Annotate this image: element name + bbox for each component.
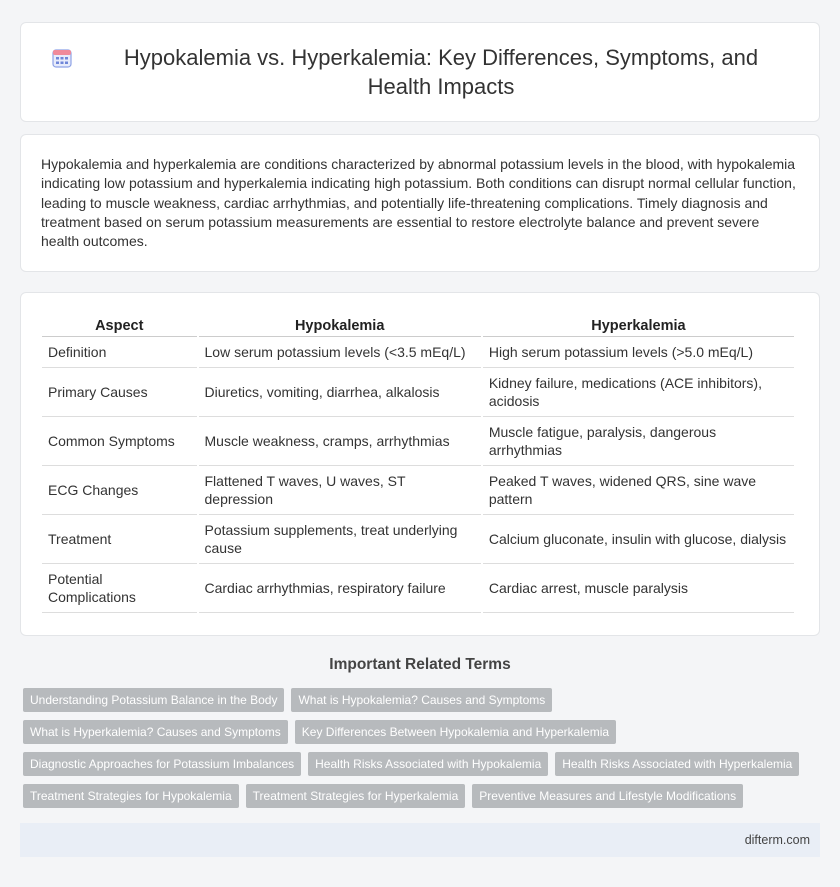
row-aspect: Treatment — [42, 515, 197, 564]
row-hyperkalemia: High serum potassium levels (>5.0 mEq/L) — [483, 337, 794, 368]
related-term-link[interactable]: Health Risks Associated with Hyperkalemia — [555, 752, 799, 776]
page-title: Hypokalemia vs. Hyperkalemia: Key Differences, Symptoms, and Health Impacts — [123, 45, 759, 99]
related-term-link[interactable]: Treatment Strategies for Hypokalemia — [23, 784, 239, 808]
table-row — [42, 337, 794, 368]
row-aspect: ECG Changes — [42, 466, 197, 515]
row-aspect: Potential Complications — [42, 564, 197, 613]
table-row — [42, 564, 794, 613]
header-aspect: Aspect — [42, 313, 197, 337]
tag-row — [23, 688, 823, 712]
related-term-link[interactable]: Diagnostic Approaches for Potassium Imbalances — [23, 752, 301, 776]
title-wrap — [51, 43, 789, 101]
comparison-table — [40, 313, 796, 613]
related-term-link[interactable]: Treatment Strategies for Hyperkalemia — [246, 784, 466, 808]
related-term-link[interactable]: What is Hyperkalemia? Causes and Symptoms — [23, 720, 288, 744]
row-hyperkalemia: Calcium gluconate, insulin with glucose, dialysis — [483, 515, 794, 564]
related-term-link[interactable]: Understanding Potassium Balance in the Body — [23, 688, 284, 712]
row-aspect: Primary Causes — [42, 368, 197, 417]
row-hypokalemia: Diuretics, vomiting, diarrhea, alkalosis — [199, 368, 481, 417]
row-aspect: Common Symptoms — [42, 417, 197, 466]
related-term-link[interactable]: What is Hypokalemia? Causes and Symptoms — [291, 688, 552, 712]
row-hypokalemia: Low serum potassium levels (<3.5 mEq/L) — [199, 337, 481, 368]
header-hypokalemia: Hypokalemia — [199, 313, 481, 337]
tag-row — [23, 752, 823, 776]
comparison-card — [20, 292, 820, 636]
related-terms-title: Important Related Terms — [329, 656, 511, 673]
row-hypokalemia: Potassium supplements, treat underlying cause — [199, 515, 481, 564]
table-row — [42, 466, 794, 515]
related-term-link[interactable]: Key Differences Between Hypokalemia and Hyperkalemia — [295, 720, 616, 744]
calendar-icon — [51, 47, 73, 69]
row-hyperkalemia: Peaked T waves, widened QRS, sine wave pattern — [483, 466, 794, 515]
row-hypokalemia: Flattened T waves, U waves, ST depression — [199, 466, 481, 515]
table-header-row — [42, 313, 794, 337]
footer-site[interactable]: difterm.com — [744, 833, 810, 847]
table-row — [42, 417, 794, 466]
intro-text: Hypokalemia and hyperkalemia are conditions characterized by abnormal potassium levels in the blood, with hypokalemia indicating low potassium and hyperkalemia indicating high potassium. Both conditions can disrupt normal cellular function, leading to muscle weakness, cardiac arrhythmias, and potentially life-threatening complications. Timely diagnosis and treatment based on serum potassium measurements are essential to restore electrolyte balance and prevent severe health outcomes. — [41, 156, 796, 250]
row-hypokalemia: Cardiac arrhythmias, respiratory failure — [199, 564, 481, 613]
related-terms-list — [23, 688, 823, 816]
related-term-link[interactable]: Health Risks Associated with Hypokalemia — [308, 752, 548, 776]
table-row — [42, 515, 794, 564]
table-row — [42, 368, 794, 417]
header-hyperkalemia: Hyperkalemia — [483, 313, 794, 337]
footer — [20, 823, 820, 857]
row-hyperkalemia: Muscle fatigue, paralysis, dangerous arrhythmias — [483, 417, 794, 466]
row-aspect: Definition — [42, 337, 197, 368]
intro-card — [20, 134, 820, 272]
row-hypokalemia: Muscle weakness, cramps, arrhythmias — [199, 417, 481, 466]
tag-row — [23, 784, 823, 808]
title-card — [20, 22, 820, 122]
tag-row — [23, 720, 823, 744]
row-hyperkalemia: Kidney failure, medications (ACE inhibitors), acidosis — [483, 368, 794, 417]
related-term-link[interactable]: Preventive Measures and Lifestyle Modifications — [472, 784, 743, 808]
row-hyperkalemia: Cardiac arrest, muscle paralysis — [483, 564, 794, 613]
